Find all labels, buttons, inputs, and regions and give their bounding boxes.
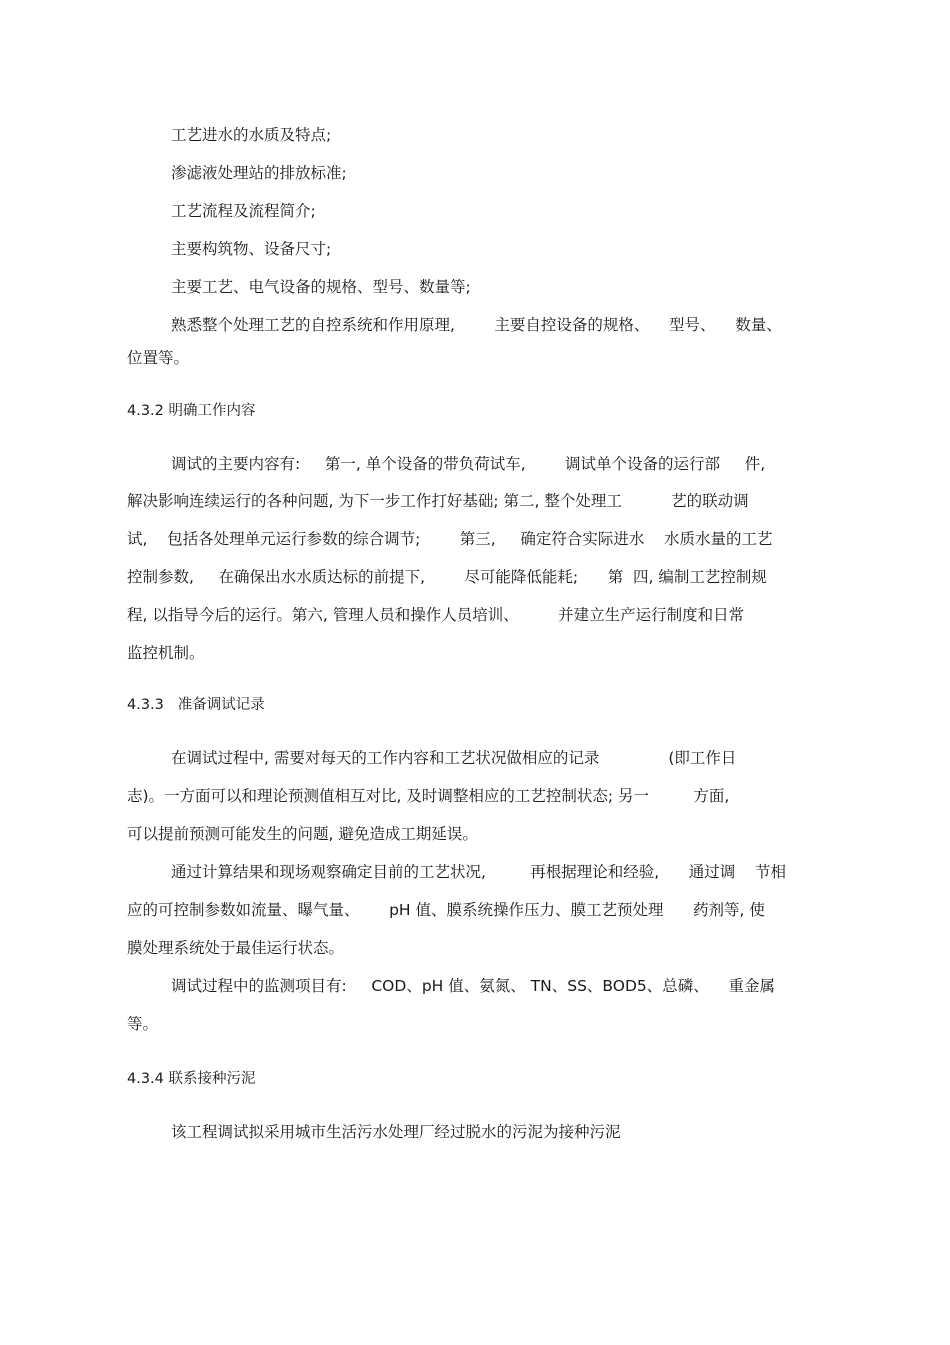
paragraph-line: 程, 以指导今后的运行。第六, 管理人员和操作人员培训、 并建立生产运行制度和日常 bbox=[127, 606, 745, 624]
paragraph-line: 膜处理系统处于最佳运行状态。 bbox=[127, 939, 345, 957]
paragraph-line: 熟悉整个处理工艺的自控系统和作用原理, 主要自控设备的规格、 型号、 数量、 bbox=[171, 316, 782, 334]
list-item: 工艺进水的水质及特点; bbox=[171, 126, 332, 144]
paragraph-line: 志)。一方面可以和理论预测值相互对比, 及时调整相应的工艺控制状态; 另一 方面, bbox=[127, 787, 730, 805]
paragraph-line: 控制参数, 在确保出水水质达标的前提下, 尽可能降低能耗; 第 四, 编制工艺控制规 bbox=[127, 568, 767, 586]
section-heading: 4.3.4 联系接种污泥 bbox=[127, 1071, 256, 1087]
list-item: 工艺流程及流程简介; bbox=[171, 202, 316, 220]
paragraph-line: 该工程调试拟采用城市生活污水处理厂经过脱水的污泥为接种污泥 bbox=[171, 1123, 621, 1141]
paragraph-line: 监控机制。 bbox=[127, 644, 205, 662]
paragraph-line: 试, 包括各处理单元运行参数的综合调节; 第三, 确定符合实际进水 水质水量的工艺 bbox=[127, 530, 773, 548]
paragraph-line: 等。 bbox=[127, 1015, 159, 1033]
section-heading: 4.3.3 准备调试记录 bbox=[127, 697, 265, 713]
paragraph-line: 解决影响连续运行的各种问题, 为下一步工作打好基础; 第二, 整个处理工 艺的联动调 bbox=[127, 492, 749, 510]
paragraph-line: 可以提前预测可能发生的问题, 避免造成工期延误。 bbox=[127, 825, 478, 843]
list-item: 主要构筑物、设备尺寸; bbox=[171, 240, 332, 258]
paragraph-line: 调试过程中的监测项目有: COD、pH 值、氨氮、 TN、SS、BOD5、总磷、 重金属 bbox=[171, 977, 775, 995]
paragraph-line: 应的可控制参数如流量、曝气量、 pH 值、膜系统操作压力、膜工艺预处理 药剂等, 使 bbox=[127, 901, 765, 919]
list-item: 主要工艺、电气设备的规格、型号、数量等; bbox=[171, 278, 471, 296]
paragraph-line: 在调试过程中, 需要对每天的工作内容和工艺状况做相应的记录 (即工作日 bbox=[171, 749, 737, 767]
list-item: 渗滤液处理站的排放标准; bbox=[171, 164, 347, 182]
paragraph-line: 调试的主要内容有: 第一, 单个设备的带负荷试车, 调试单个设备的运行部 件, bbox=[171, 455, 766, 473]
section-heading: 4.3.2 明确工作内容 bbox=[127, 403, 256, 419]
paragraph-line: 通过计算结果和现场观察确定目前的工艺状况, 再根据理论和经验, 通过调 节相 bbox=[171, 863, 786, 881]
paragraph-line: 位置等。 bbox=[127, 349, 190, 367]
